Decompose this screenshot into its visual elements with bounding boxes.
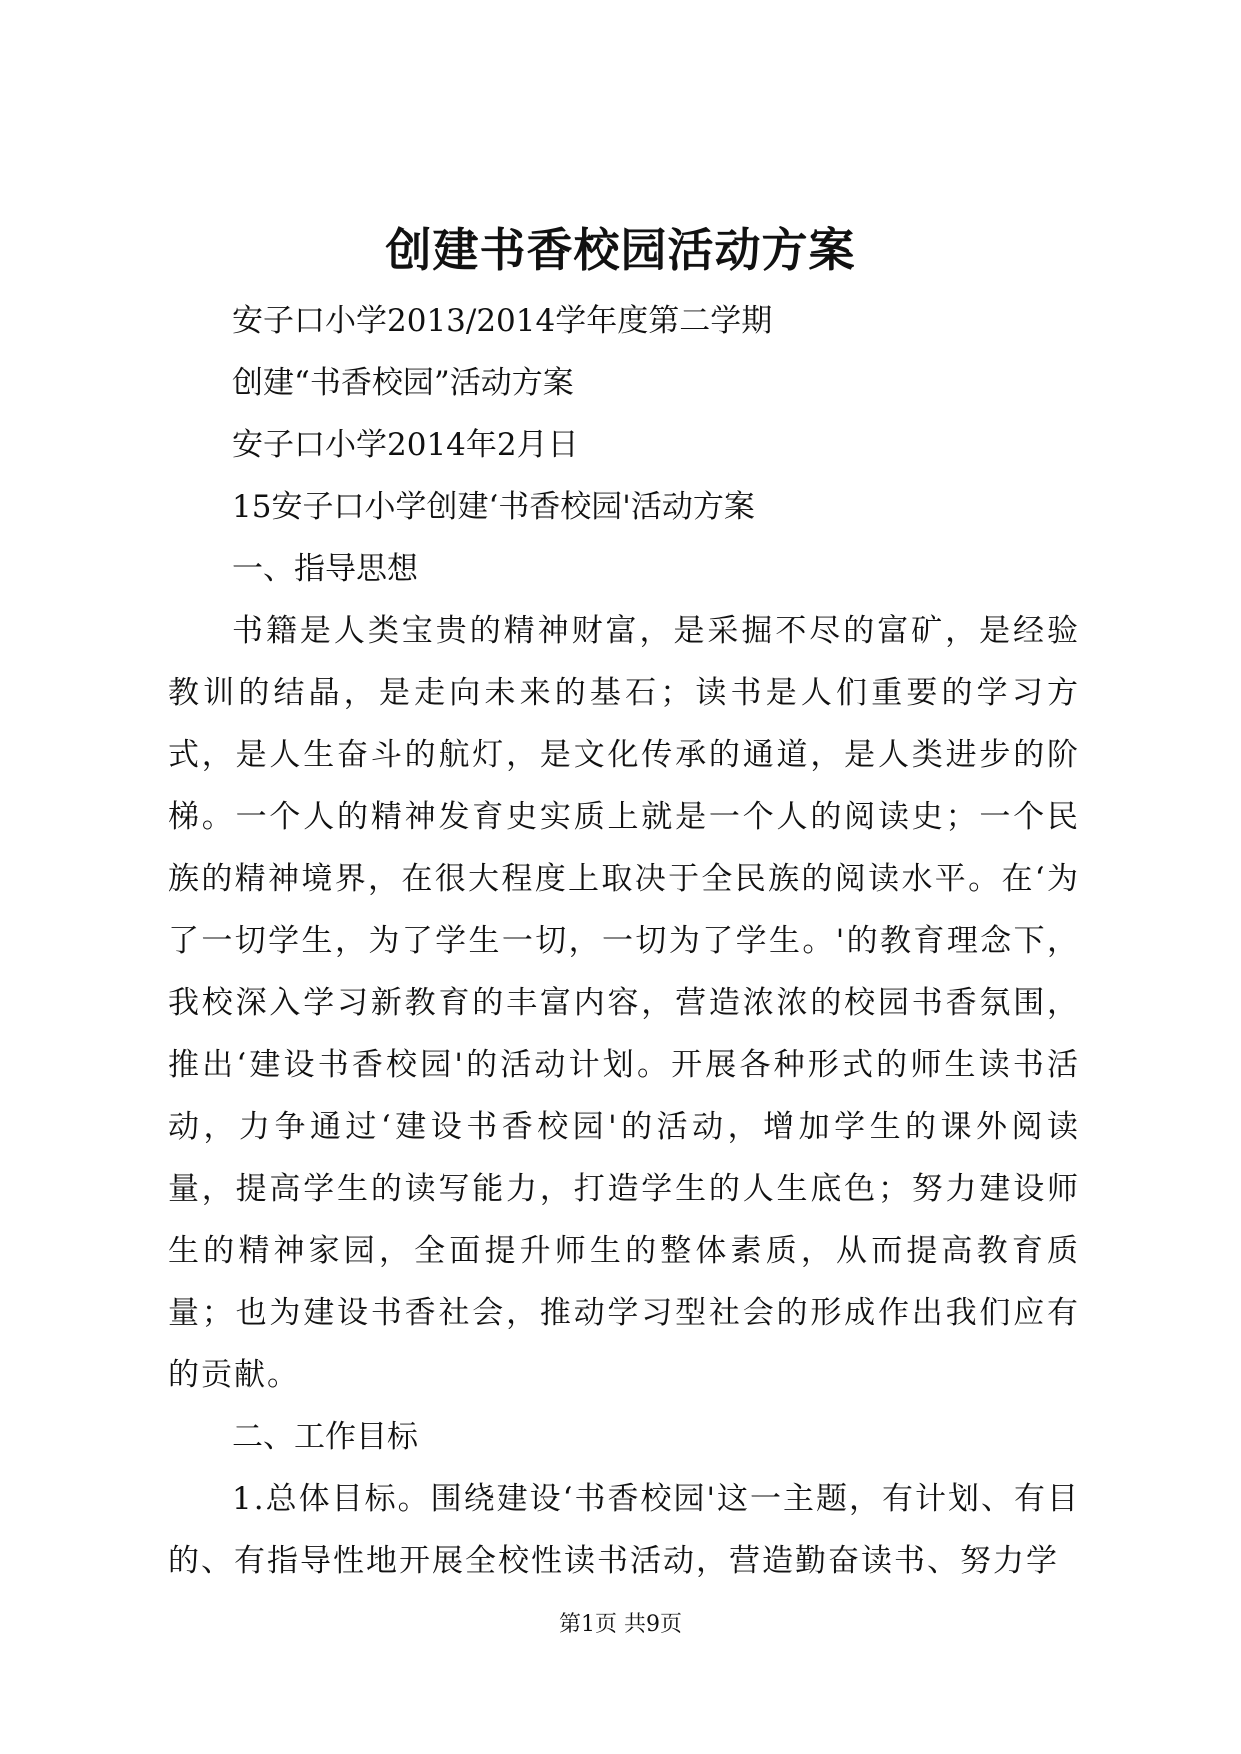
school-term-line: 安子口小学2013/2014学年度第二学期 [232, 303, 773, 339]
guiding-ideology-paragraph: 书籍是人类宝贵的精神财富，是采掘不尽的富矿，是经验教训的结晶，是走向未来的基石；读书是人们重要的学习方式，是人生奋斗的航灯，是文化传承的通道，是人类进步的阶梯。一个人的精神发育史实质上就是一个人的阅读史；一个民族的精神境界，在很大程度上取决于全民族的阅读水平。在‘为了一切学生，为了学生一切，一切为了学生。'的教育理念下，我校深入学习新教育的丰富内容，营造浓浓的校园书香氛围，推出‘建设书香校园'的活动计划。开展各种形式的师生读书活动，力争通过‘建设书香校园'的活动，增加学生的课外阅读量，提高学生的读写能力，打造学生的人生底色；努力建设师生的精神家园，全面提升师生的整体素质，从而提高教育质量；也为建设书香社会，推动学习型社会的形成作出我们应有的贡献。 [168, 613, 1080, 1393]
document-body [168, 290, 1080, 1592]
plan-name-line: 创建“书香校园”活动方案 [232, 365, 574, 401]
document-title: 创建书香校园活动方案 [385, 223, 856, 277]
section-heading-guiding-ideology: 一、指导思想 [232, 551, 418, 587]
plan-title-line: 15安子口小学创建‘书香校园'活动方案 [232, 489, 755, 525]
section-heading-work-goals: 二、工作目标 [232, 1419, 418, 1455]
overall-goal-paragraph: 1.总体目标。围绕建设‘书香校园'这一主题，有计划、有目的、有指导性地开展全校性读书活动，营造勤奋读书、努力学 [168, 1481, 1080, 1579]
page-number-footer: 第1页 共9页 [559, 1612, 682, 1637]
date-line: 安子口小学2014年2月日 [232, 427, 579, 463]
